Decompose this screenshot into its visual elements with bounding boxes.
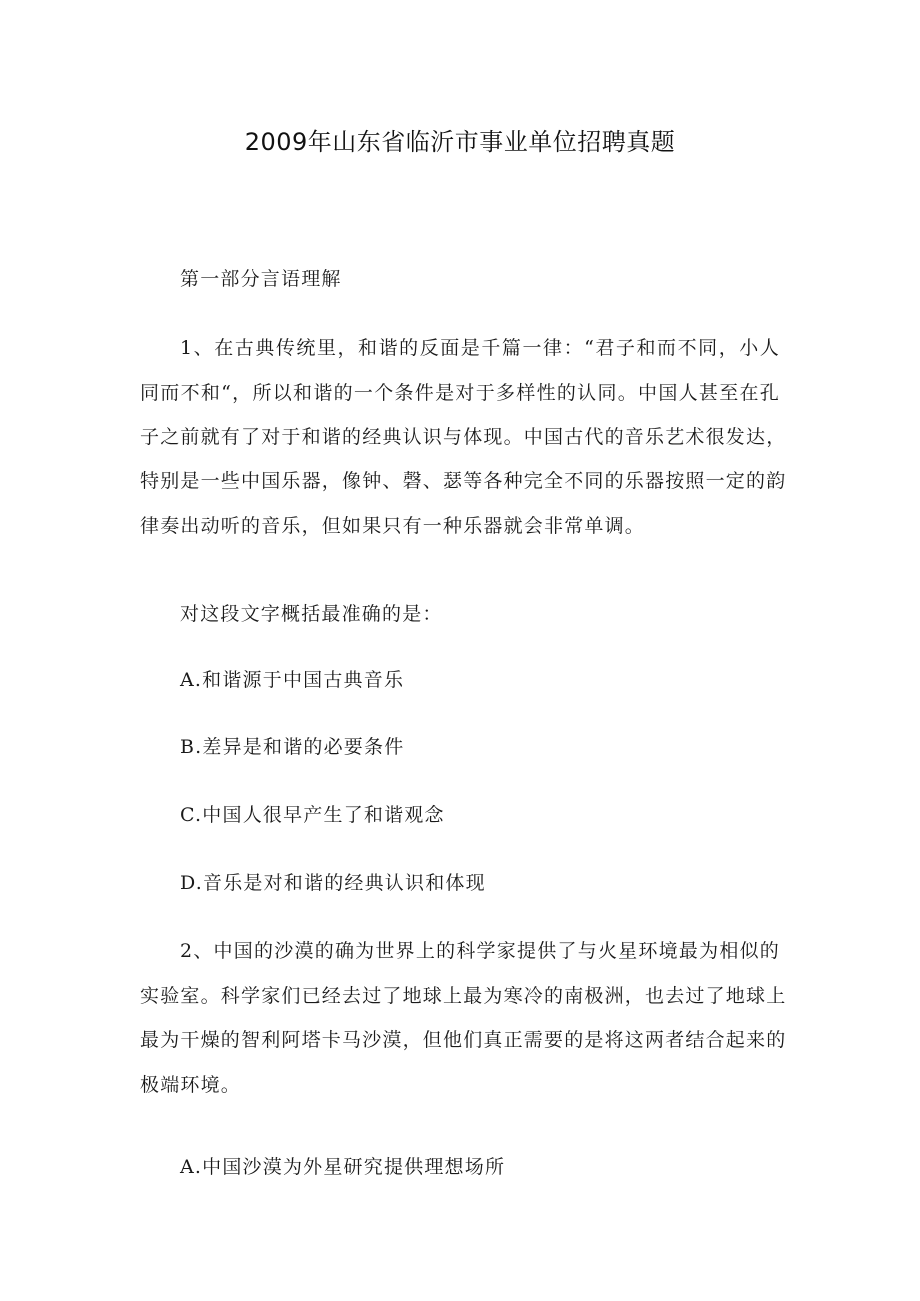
document-title: 2009年山东省临沂市事业单位招聘真题 — [244, 128, 676, 156]
question-2-line-1: 2、中国的沙漠的确为世界上的科学家提供了与火星环境最为相似的 — [180, 940, 780, 962]
question-1-option-b: B.差异是和谐的必要条件 — [180, 736, 405, 758]
question-2-option-a: A.中国沙漠为外星研究提供理想场所 — [180, 1156, 506, 1178]
question-2-line-2: 实验室。科学家们已经去过了地球上最为寒冷的南极洲，也去过了地球上 — [140, 985, 787, 1007]
question-2-line-4: 极端环境。 — [140, 1074, 242, 1096]
question-1-line-1: 1、在古典传统里，和谐的反面是千篇一律：“君子和而不同，小人 — [180, 337, 780, 359]
question-1-option-c: C.中国人很早产生了和谐观念 — [180, 804, 445, 826]
question-1-line-3: 子之前就有了对于和谐的经典认识与体现。中国古代的音乐艺术很发达， — [140, 426, 787, 448]
section-heading: 第一部分言语理解 — [180, 268, 342, 290]
question-1-line-2: 同而不和“，所以和谐的一个条件是对于多样性的认同。中国人甚至在孔 — [140, 382, 780, 404]
question-1-option-a: A.和谐源于中国古典音乐 — [180, 669, 405, 691]
question-1-prompt: 对这段文字概括最准确的是： — [180, 603, 443, 625]
question-2-line-3: 最为干燥的智利阿塔卡马沙漠，但他们真正需要的是将这两者结合起来的 — [140, 1029, 787, 1051]
question-1-line-4: 特别是一些中国乐器，像钟、磬、瑟等各种完全不同的乐器按照一定的韵 — [140, 470, 787, 492]
question-1-option-d: D.音乐是对和谐的经典认识和体现 — [180, 872, 486, 894]
question-1-line-5: 律奏出动听的音乐，但如果只有一种乐器就会非常单调。 — [140, 515, 646, 537]
